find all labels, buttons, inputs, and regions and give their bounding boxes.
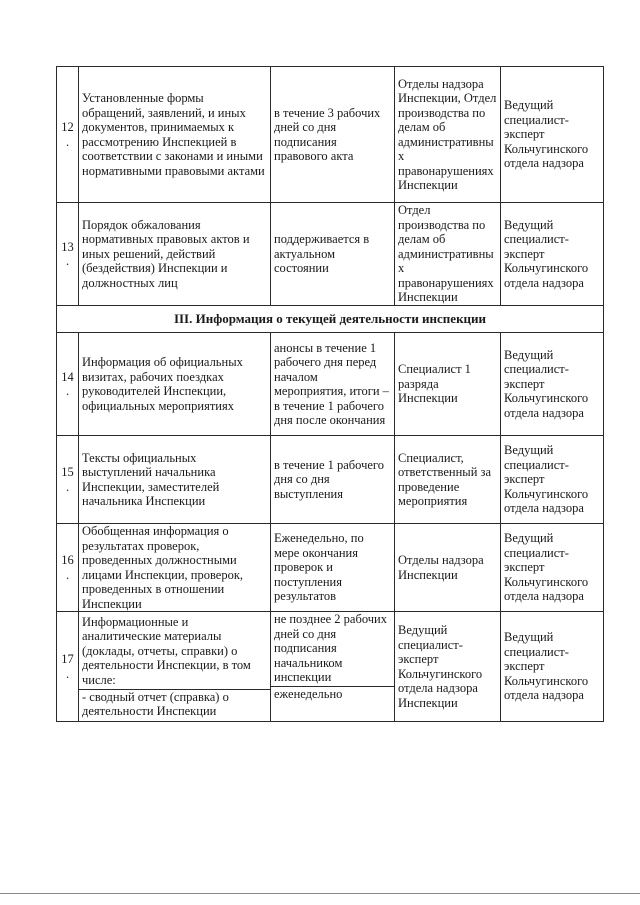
information-table: [56, 66, 604, 722]
table-row: [57, 203, 604, 306]
term-cell: [271, 612, 395, 722]
row-number: 14.: [57, 333, 79, 436]
contact-cell: Ведущий специалист-эксперт Кольчугинского отдела надзора: [501, 333, 604, 436]
row-number: 12.: [57, 67, 79, 203]
info-cell: Обобщенная информация о результатах проверок, проведенных должностными лицами Инспекции, проверок, проведенных в отношении Инспекции: [79, 524, 271, 612]
info-cell: Установленные формы обращений, заявлений, и иных документов, принимаемых к рассмотрению Инспекцией в соответствии с законами и иными нормативными правовыми актами: [79, 67, 271, 203]
term-cell: в течение 3 рабочих дней со дня подписания правового акта: [271, 67, 395, 203]
row-number: 13.: [57, 203, 79, 306]
table-row: [57, 67, 604, 203]
info-cell: Информация об официальных визитах, рабочих поездках руководителей Инспекции, официальных мероприятиях: [79, 333, 271, 436]
contact-cell: Ведущий специалист-эксперт Кольчугинского отдела надзора: [501, 203, 604, 306]
table-row: [57, 612, 604, 722]
contact-cell: Ведущий специалист-эксперт Кольчугинского отдела надзора: [501, 612, 604, 722]
term-cell: Еженедельно, по мере окончания проверок и поступления результатов: [271, 524, 395, 612]
responsible-cell: Отделы надзора Инспекции, Отдел производства по делам об административных правонарушениях Инспекции: [395, 67, 501, 203]
scan-edge-line: [0, 893, 640, 894]
responsible-cell: Отделы надзора Инспекции: [395, 524, 501, 612]
row-number: 16.: [57, 524, 79, 612]
table-row: [57, 436, 604, 524]
row-number: 15.: [57, 436, 79, 524]
info-cell: Тексты официальных выступлений начальника Инспекции, заместителей начальника Инспекции: [79, 436, 271, 524]
row-number: 17.: [57, 612, 79, 722]
responsible-cell: Ведущий специалист-эксперт Кольчугинского отдела надзора Инспекции: [395, 612, 501, 722]
info-sub: - сводный отчет (справка) о деятельности Инспекции: [79, 689, 270, 719]
contact-cell: Ведущий специалист-эксперт Кольчугинского отдела надзора: [501, 67, 604, 203]
table-row: [57, 524, 604, 612]
section-title: III. Информация о текущей деятельности инспекции: [57, 306, 604, 333]
contact-cell: Ведущий специалист-эксперт Кольчугинского отдела надзора: [501, 436, 604, 524]
term-sub: еженедельно: [271, 686, 394, 721]
responsible-cell: Специалист 1 разряда Инспекции: [395, 333, 501, 436]
table-row: [57, 333, 604, 436]
term-cell: анонсы в течение 1 рабочего дня перед началом мероприятия, итоги – в течение 1 рабочего дня после окончания: [271, 333, 395, 436]
term-cell: в течение 1 рабочего дня со дня выступления: [271, 436, 395, 524]
responsible-cell: Специалист, ответственный за проведение мероприятия: [395, 436, 501, 524]
section-row: [57, 306, 604, 333]
info-cell: Порядок обжалования нормативных правовых актов и иных решений, действий (бездействия) Инспекции и должностных лиц: [79, 203, 271, 306]
contact-cell: Ведущий специалист-эксперт Кольчугинского отдела надзора: [501, 524, 604, 612]
term-cell: поддерживается в актуальном состоянии: [271, 203, 395, 306]
info-main: Информационные и аналитические материалы (доклады, отчеты, справки) о деятельности Инспекции, в том числе:: [82, 614, 251, 687]
responsible-cell: Отдел производства по делам об административных правонарушениях Инспекции: [395, 203, 501, 306]
term-main: не позднее 2 рабочих дней со дня подписания начальником инспекции: [274, 612, 387, 684]
info-cell: [79, 612, 271, 722]
